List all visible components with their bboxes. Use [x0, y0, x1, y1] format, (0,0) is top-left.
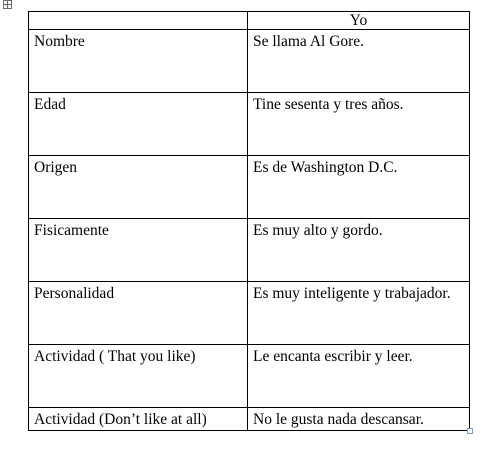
profile-table [28, 11, 470, 431]
table-row [29, 219, 470, 282]
header-yo-cell[interactable]: Yo [248, 12, 470, 30]
row-label-nombre[interactable]: Nombre [29, 30, 248, 93]
row-value-actividad-like[interactable]: Le encanta escribir y leer. [248, 345, 470, 408]
row-value-personalidad[interactable]: Es muy inteligente y trabajador. [248, 282, 470, 345]
row-label-origen[interactable]: Origen [29, 156, 248, 219]
table-row [29, 93, 470, 156]
table-row [29, 408, 470, 431]
move-arrows-icon [4, 1, 11, 8]
table-row [29, 156, 470, 219]
row-value-fisicamente[interactable]: Es muy alto y gordo. [248, 219, 470, 282]
row-label-actividad-like[interactable]: Actividad ( That you like) [29, 345, 248, 408]
table-row [29, 282, 470, 345]
row-label-fisicamente[interactable]: Fisicamente [29, 219, 248, 282]
table-row [29, 30, 470, 93]
row-value-edad[interactable]: Tine sesenta y tres años. [248, 93, 470, 156]
row-value-nombre[interactable]: Se llama Al Gore. [248, 30, 470, 93]
header-empty-cell[interactable] [29, 12, 248, 30]
table-row [29, 345, 470, 408]
row-label-edad[interactable]: Edad [29, 93, 248, 156]
row-value-origen[interactable]: Es de Washington D.C. [248, 156, 470, 219]
table-header-row [29, 12, 470, 30]
table-resize-handle-icon[interactable] [467, 428, 473, 434]
row-value-actividad-dislike[interactable]: No le gusta nada descansar. [248, 408, 470, 431]
row-label-actividad-dislike[interactable]: Actividad (Don’t like at all) [29, 408, 248, 431]
table-move-handle-icon[interactable] [3, 0, 12, 9]
row-label-personalidad[interactable]: Personalidad [29, 282, 248, 345]
